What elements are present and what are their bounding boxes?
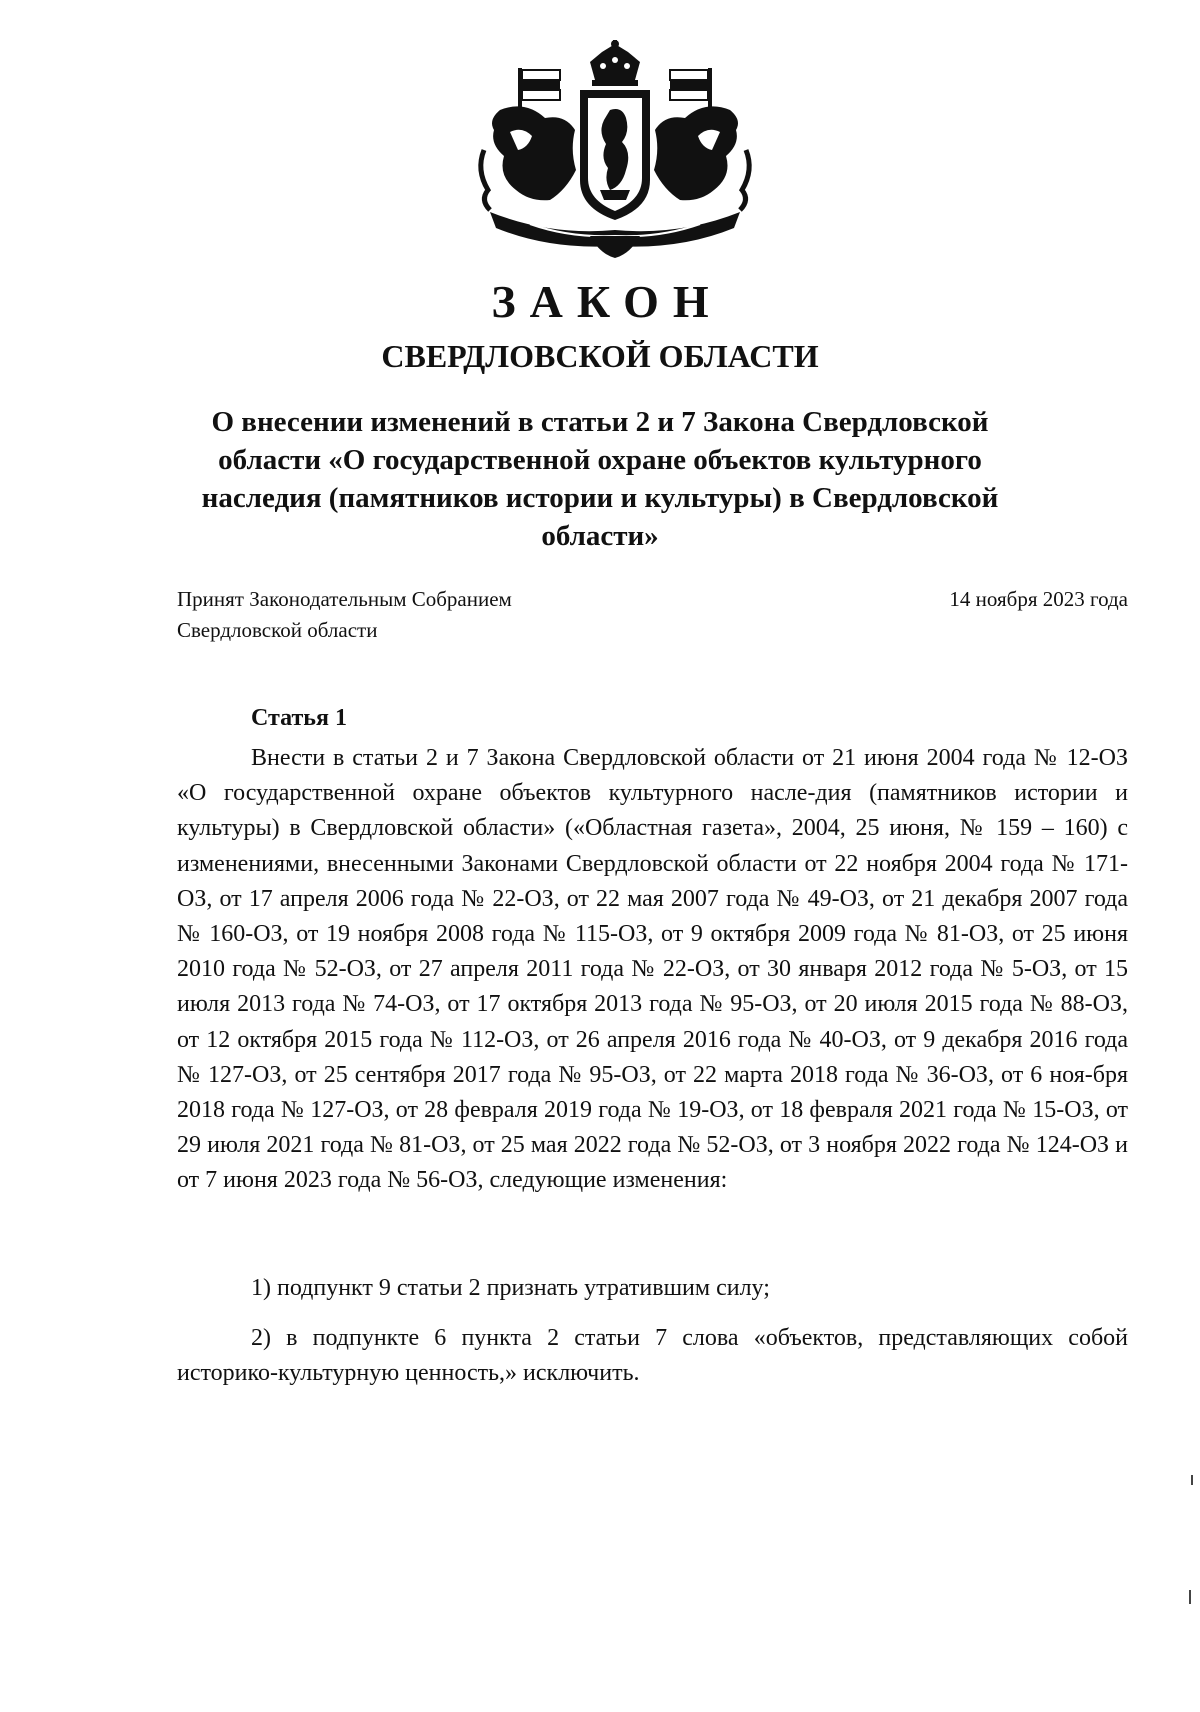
shield-icon	[580, 90, 650, 220]
article-1-item-2: 2) в подпункте 6 пункта 2 статьи 7 слова «объектов, представляющих собой историко-культурную ценность,» исключить.	[177, 1325, 1128, 1387]
region-title: СВЕРДЛОВСКОЙ ОБЛАСТИ	[381, 338, 819, 374]
law-subject-title: О внесении изменений в статьи 2 и 7 Закона Свердловской области «О государственной охране объектов культурного наследия (памятников истории и культуры) в Свердловской области»	[201, 406, 999, 552]
left-griffin-icon	[481, 106, 576, 210]
article-1-item-1: 1) подпункт 9 статьи 2 признать утратившим силу;	[251, 1275, 770, 1301]
scan-edge-mark	[1189, 1590, 1191, 1604]
article-1-heading: Статья 1	[251, 705, 347, 731]
adoption-line-2: Свердловской области	[177, 618, 378, 642]
adoption-date: 14 ноября 2023 года	[949, 587, 1128, 611]
coat-of-arms-icon	[470, 40, 760, 260]
right-griffin-icon	[654, 106, 749, 210]
article-1-intro: Внести в статьи 2 и 7 Закона Свердловской области от 21 июня 2004 года № 12-ОЗ «О государственной охране объектов культурного насле-дия (памятников истории и культуры) в Свердловской области» («Областная газета», 2004, 25 июня, № 159 – 160) с изменениями, внесенными Законами Свердловской области от 22 ноября 2004 года № 171-ОЗ, от 17 апреля 2006 года № 22-ОЗ, от 22 мая 2007 года № 49-ОЗ, от 21 декабря 2007 года № 160-ОЗ, от 19 ноября 2008 года № 115-ОЗ, от 9 октября 2009 года № 81-ОЗ, от 25 июня 2010 года № 52-ОЗ, от 27 апреля 2011 года № 22-ОЗ, от 30 января 2012 года № 5-ОЗ, от 15 июля 2013 года № 74-ОЗ, от 17 октября 2013 года № 95-ОЗ, от 20 июля 2015 года № 88-ОЗ, от 12 октября 2015 года № 112-ОЗ, от 26 апреля 2016 года № 40-ОЗ, от 9 декабря 2016 года № 127-ОЗ, от 25 сентября 2017 года № 95-ОЗ, от 22 марта 2018 года № 36-ОЗ, от 6 ноя-бря 2018 года № 127-ОЗ, от 28 февраля 2019 года № 19-ОЗ, от 18 февраля 2021 года № 15-ОЗ, от 29 июля 2021 года № 81-ОЗ, от 25 мая 2022 года № 52-ОЗ, от 3 ноября 2022 года № 124-ОЗ и от 7 июня 2023 года № 56-ОЗ, следующие изменения:	[177, 745, 1128, 1194]
crown-icon	[590, 40, 640, 86]
adoption-line-1: Принят Законодательным Собранием	[177, 587, 512, 611]
adoption-authority	[177, 584, 512, 646]
document-type-title: ЗАКОН	[491, 276, 723, 327]
scan-edge-mark	[1191, 1475, 1193, 1485]
